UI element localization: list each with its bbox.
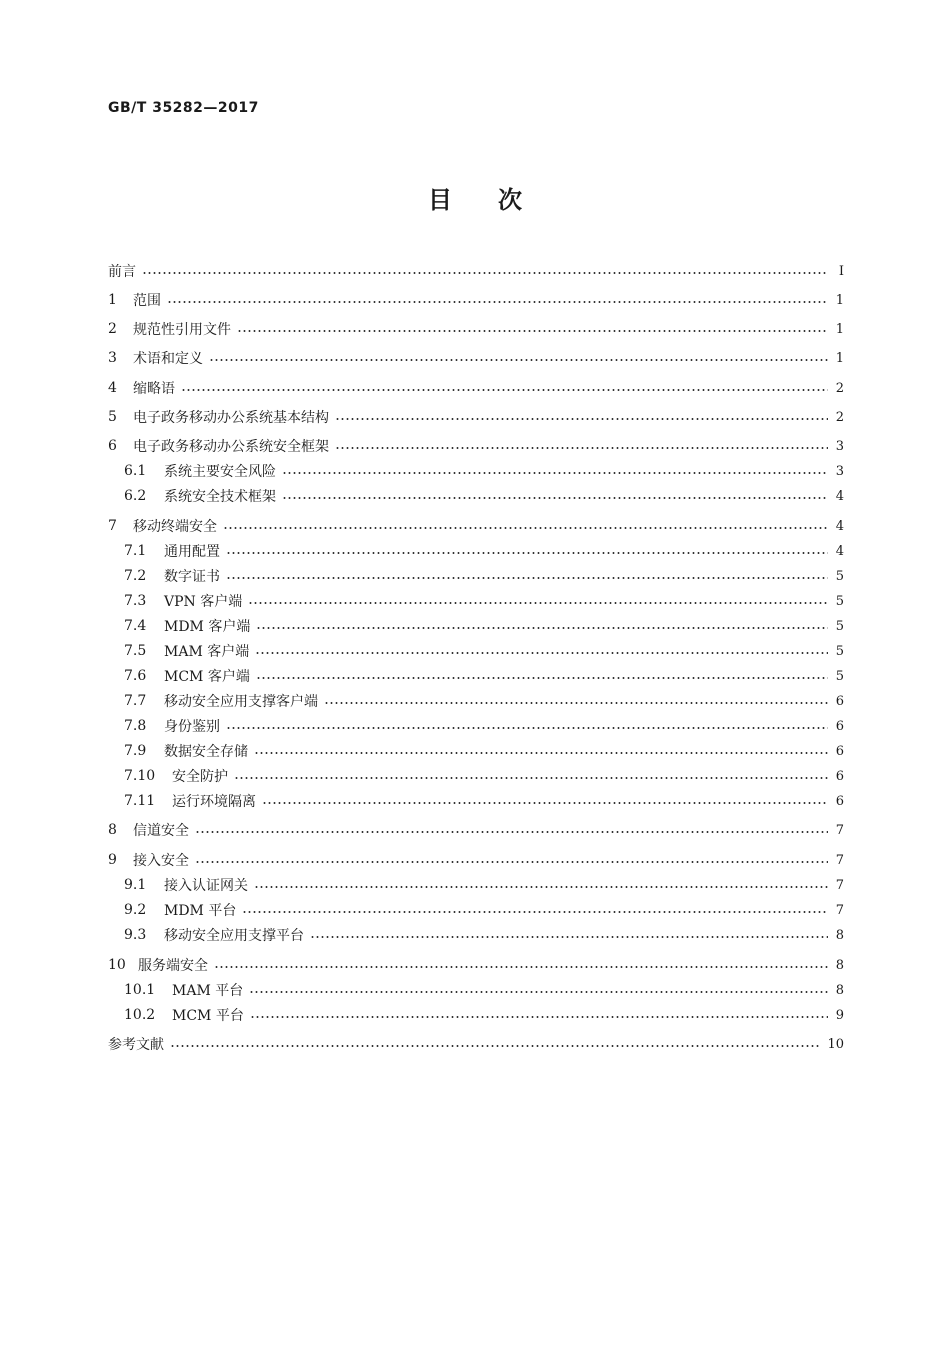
toc-entry[interactable] (108, 924, 844, 946)
toc-entry-label: 电子政务移动办公系统安全框架 (133, 439, 329, 455)
toc-entry-page: 2 (835, 380, 844, 396)
toc-entry-number: 7.11 (124, 793, 156, 809)
toc-entry-label: 参考文献 (108, 1037, 164, 1053)
toc-leader-dots (282, 472, 828, 474)
toc-entry[interactable] (108, 565, 844, 587)
toc-entry-number: 9.2 (124, 902, 147, 918)
toc-entry[interactable] (108, 954, 844, 976)
toc-leader-dots (335, 447, 828, 449)
toc-entry[interactable] (108, 540, 844, 562)
toc-leader-dots (234, 777, 828, 779)
toc-leader-dots (256, 677, 828, 679)
toc-entry-label: 范围 (133, 293, 161, 309)
toc-entry-page: 8 (835, 982, 844, 998)
toc-leader-dots (226, 577, 828, 579)
toc-entry[interactable] (108, 1033, 844, 1055)
toc-entry[interactable] (108, 347, 844, 369)
toc-entry-page: 6 (835, 743, 844, 759)
toc-leader-dots (250, 1016, 828, 1018)
toc-entry[interactable] (108, 640, 844, 662)
toc-entry[interactable] (108, 665, 844, 687)
toc-entry-page: 3 (835, 463, 844, 479)
toc-leader-dots (195, 861, 828, 863)
toc-entry[interactable] (108, 1004, 844, 1026)
toc-leader-dots (335, 418, 828, 420)
toc-entry[interactable] (108, 435, 844, 457)
toc-entry-label: 接入安全 (133, 853, 189, 869)
toc-leader-dots (254, 752, 828, 754)
toc-title-part1: 目 (428, 186, 452, 214)
toc-entry-number: 9.1 (124, 877, 147, 893)
toc-entry-label: 系统安全技术框架 (164, 489, 276, 505)
toc-entry[interactable] (108, 377, 844, 399)
toc-leader-dots (214, 966, 828, 968)
toc-entry-number: 9 (108, 852, 117, 868)
toc-entry[interactable] (108, 765, 844, 787)
toc-entry-number: 7.2 (124, 568, 147, 584)
toc-entry-page: 6 (835, 693, 844, 709)
toc-entry-page: 1 (835, 321, 844, 337)
toc-entry-label: MCM 平台 (172, 1008, 244, 1024)
toc-entry-label: 接入认证网关 (164, 878, 248, 894)
toc-entry-label: 数字证书 (164, 569, 220, 585)
toc-entry[interactable] (108, 260, 844, 282)
toc-entry-page: 6 (835, 768, 844, 784)
toc-entry-number: 7.6 (124, 668, 147, 684)
toc-title-part2: 次 (498, 186, 522, 214)
toc-leader-dots (310, 936, 828, 938)
toc-entry-label: VPN 客户端 (164, 594, 243, 610)
toc-entry-page: 7 (835, 852, 844, 868)
toc-leader-dots (167, 301, 828, 303)
toc-entry-page: 1 (835, 292, 844, 308)
toc-leader-dots (209, 359, 828, 361)
toc-leader-dots (226, 727, 828, 729)
toc-entry-number: 10.1 (124, 982, 156, 998)
toc-entry-label: MAM 平台 (172, 983, 244, 999)
toc-entry-page: 5 (835, 618, 844, 634)
toc-entry-number: 8 (108, 822, 117, 838)
document-code: GB/T 35282—2017 (108, 100, 259, 116)
toc-entry[interactable] (108, 590, 844, 612)
toc-entry-number: 7 (108, 518, 117, 534)
toc-entry-number: 7.1 (124, 543, 147, 559)
toc-entry-number: 7.10 (124, 768, 156, 784)
toc-entry-page: 3 (835, 438, 844, 454)
toc-entry-number: 7.4 (124, 618, 147, 634)
toc-entry-page: 8 (835, 957, 844, 973)
toc-entry-page: 5 (835, 668, 844, 684)
toc-entry[interactable] (108, 740, 844, 762)
toc-entry-label: 通用配置 (164, 544, 220, 560)
toc-leader-dots (237, 330, 828, 332)
toc-entry-label: 信道安全 (133, 823, 189, 839)
toc-entry-number: 7.3 (124, 593, 147, 609)
toc-entry-number: 6 (108, 438, 117, 454)
toc-entry[interactable] (108, 690, 844, 712)
toc-title (0, 180, 950, 215)
toc-entry[interactable] (108, 715, 844, 737)
toc-entry-number: 5 (108, 409, 117, 425)
toc-entry-label: 移动安全应用支撑平台 (164, 928, 304, 944)
toc-entry-label: 术语和定义 (133, 351, 203, 367)
toc-leader-dots (242, 911, 828, 913)
toc-entry-page: 4 (835, 488, 844, 504)
toc-leader-dots (254, 886, 828, 888)
toc-entry-label: 安全防护 (172, 769, 228, 785)
toc-leader-dots (262, 802, 828, 804)
toc-entry-label: 身份鉴别 (164, 719, 220, 735)
toc-leader-dots (170, 1045, 821, 1047)
toc-entry-page: 5 (835, 568, 844, 584)
toc-entry-page: 10 (827, 1036, 844, 1052)
toc-entry-number: 7.8 (124, 718, 147, 734)
toc-entry-number: 6.1 (124, 463, 147, 479)
toc-leader-dots (142, 272, 828, 274)
toc-entry-number: 7.5 (124, 643, 147, 659)
toc-entry-number: 4 (108, 380, 117, 396)
toc-entry[interactable] (108, 318, 844, 340)
toc-entry-number: 7.7 (124, 693, 147, 709)
toc-entry-page: 8 (835, 927, 844, 943)
toc-leader-dots (256, 627, 828, 629)
toc-entry-page: 9 (835, 1007, 844, 1023)
toc-leader-dots (181, 389, 828, 391)
toc-entry-page: 5 (835, 593, 844, 609)
toc-entry[interactable] (108, 289, 844, 311)
toc-entry-number: 3 (108, 350, 117, 366)
toc-entry[interactable] (108, 979, 844, 1001)
toc-entry[interactable] (108, 460, 844, 482)
toc-entry-label: 移动安全应用支撑客户端 (164, 694, 318, 710)
toc-entry-page: 7 (835, 902, 844, 918)
toc-entry[interactable] (108, 849, 844, 871)
toc-entry-label: 前言 (108, 264, 136, 280)
toc-entry[interactable] (108, 790, 844, 812)
toc-entry[interactable] (108, 485, 844, 507)
toc-entry-label: 缩略语 (133, 381, 175, 397)
toc-leader-dots (226, 552, 828, 554)
toc-entry-page: 5 (835, 643, 844, 659)
toc-entry[interactable] (108, 615, 844, 637)
toc-leader-dots (255, 652, 828, 654)
toc-entry[interactable] (108, 406, 844, 428)
toc-entry-label: 服务端安全 (138, 958, 208, 974)
toc-entry[interactable] (108, 899, 844, 921)
toc-entry[interactable] (108, 819, 844, 841)
toc-entry-page: 1 (835, 350, 844, 366)
toc-entry-number: 9.3 (124, 927, 147, 943)
toc-entry-page: 2 (835, 409, 844, 425)
toc-entry-label: 移动终端安全 (133, 519, 217, 535)
toc-leader-dots (249, 991, 828, 993)
toc-entry-label: MDM 客户端 (164, 619, 251, 635)
toc-entry-page: 4 (835, 543, 844, 559)
toc-entry-number: 10.2 (124, 1007, 156, 1023)
toc-entry-label: 数据安全存储 (164, 744, 248, 760)
toc-entry-page: 4 (835, 518, 844, 534)
toc-entry-label: MCM 客户端 (164, 669, 250, 685)
toc-entry-page: 6 (835, 793, 844, 809)
toc-entry-number: 7.9 (124, 743, 147, 759)
toc-entry-label: 电子政务移动办公系统基本结构 (133, 410, 329, 426)
toc-entry-page: 6 (835, 718, 844, 734)
toc-entry-label: 系统主要安全风险 (164, 464, 276, 480)
toc-entry-number: 2 (108, 321, 117, 337)
toc-leader-dots (248, 602, 828, 604)
toc-entry-label: 规范性引用文件 (133, 322, 231, 338)
toc-entry[interactable] (108, 515, 844, 537)
toc-entry-page: Ⅰ (838, 263, 844, 279)
toc-entry-number: 10 (108, 957, 126, 973)
toc-entry-label: MAM 客户端 (164, 644, 250, 660)
toc-entry[interactable] (108, 874, 844, 896)
toc-entry-page: 7 (835, 822, 844, 838)
toc-entry-number: 6.2 (124, 488, 147, 504)
toc-entry-number: 1 (108, 292, 117, 308)
toc-leader-dots (282, 497, 828, 499)
toc-entry-page: 7 (835, 877, 844, 893)
toc-entry-label: 运行环境隔离 (172, 794, 256, 810)
toc-entry-label: MDM 平台 (164, 903, 237, 919)
toc-leader-dots (195, 831, 828, 833)
toc-leader-dots (324, 702, 828, 704)
toc-leader-dots (223, 527, 828, 529)
